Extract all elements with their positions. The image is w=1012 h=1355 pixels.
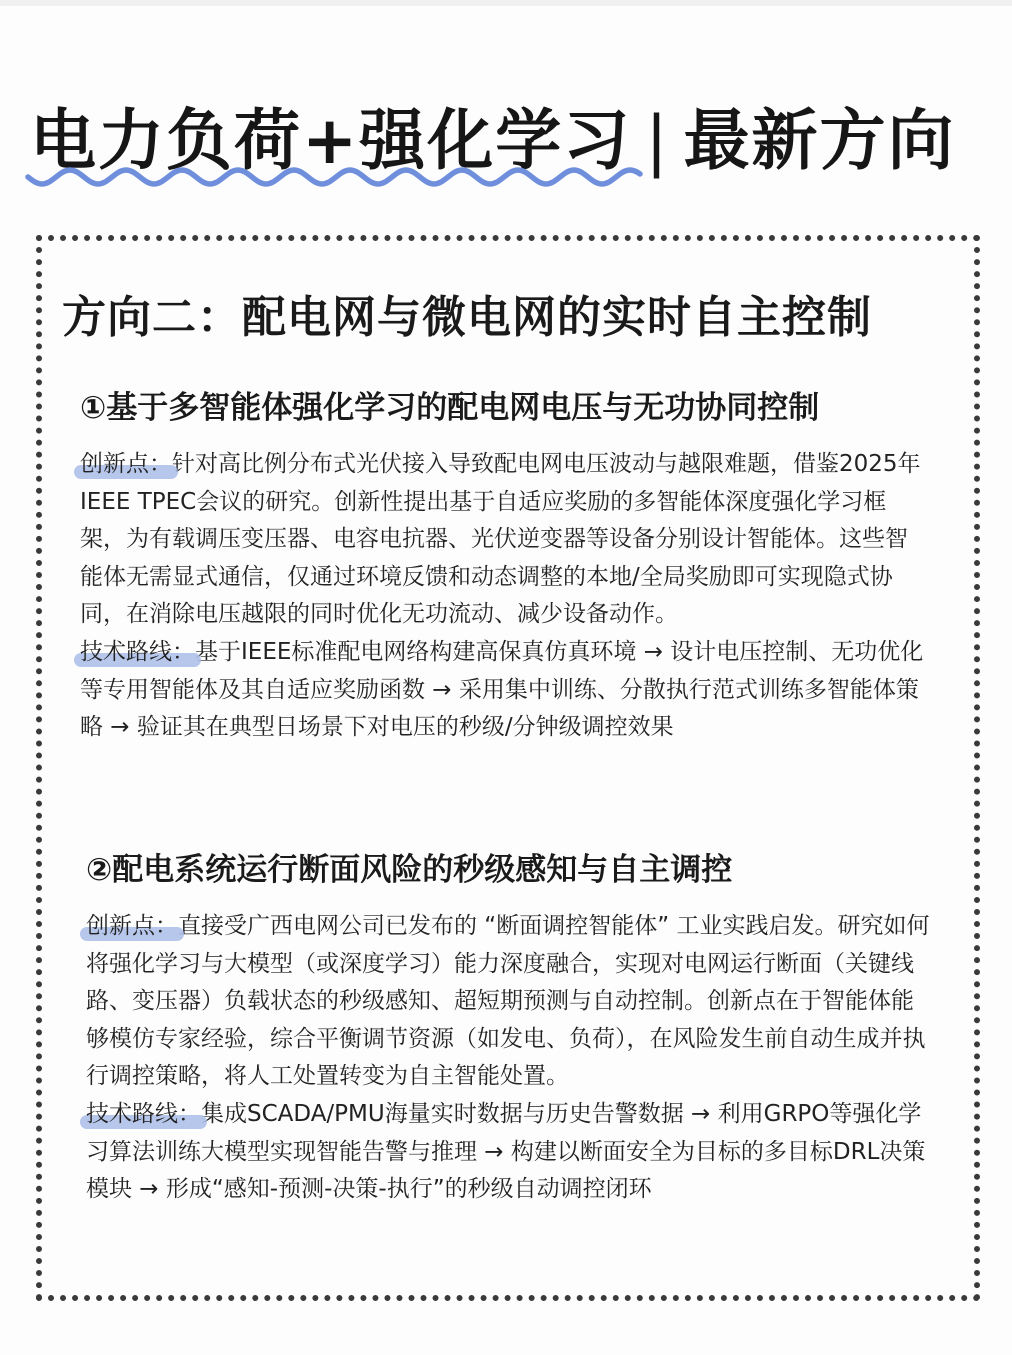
title-separator: | bbox=[645, 102, 670, 179]
route-label: 技术路线： bbox=[80, 638, 195, 665]
section-title: 方向二：配电网与微电网的实时自主控制 bbox=[62, 292, 872, 343]
item-title: ②配电系统运行断面风险的秒级感知与自主调控 bbox=[86, 852, 733, 888]
innovation-text: 直接受广西电网公司已发布的 “断面调控智能体” 工业实践启发。研究如何将强化学习与大模型（或深度学习）能力深度融合，实现对电网运行断面（关键线路、变压器）负载状态的秒级感知、超短期预测与自动控制。创新点在于智能体能够模仿专家经验，综合平衡调节资源（如发电、负荷），在风险发生前自动生成并执行调控策略，将人工处置转变为自主智能处置。 bbox=[86, 913, 930, 1090]
route-paragraph bbox=[86, 1096, 936, 1209]
page-title-left: 电力负荷+强化学习 bbox=[30, 102, 632, 179]
direction-item-2 bbox=[86, 846, 936, 1209]
top-strip bbox=[0, 0, 1012, 6]
route-paragraph bbox=[80, 634, 930, 747]
innovation-paragraph bbox=[80, 446, 930, 634]
route-text: 基于IEEE标准配电网络构建高保真仿真环境 → 设计电压控制、无功优化等专用智能体及其自适应奖励函数 → 采用集中训练、分散执行范式训练多智能体策略 → 验证其在典型日场景下对电压的秒级/分钟级调控效果 bbox=[80, 638, 924, 741]
direction-item-1 bbox=[80, 384, 930, 747]
route-label: 技术路线： bbox=[86, 1100, 201, 1127]
item-title: ①基于多智能体强化学习的配电网电压与无功协同控制 bbox=[80, 390, 820, 426]
route-text: 集成SCADA/PMU海量实时数据与历史告警数据 → 利用GRPO等强化学习算法训练大模型实现智能告警与推理 → 构建以断面安全为目标的多目标DRL决策模块 → 形成“感知-预测-决策-执行”的秒级自动调控闭环 bbox=[86, 1100, 926, 1203]
innovation-paragraph bbox=[86, 908, 936, 1096]
page-title-right: 最新方向 bbox=[683, 102, 956, 179]
innovation-text: 针对高比例分布式光伏接入导致配电网电压波动与越限难题，借鉴2025年IEEE TPEC会议的研究。创新性提出基于自适应奖励的多智能体深度强化学习框架，为有载调压变压器、电容电抗器、光伏逆变器等设备分别设计智能体。这些智能体无需显式通信，仅通过环境反馈和动态调整的本地/全局奖励即可实现隐式协同，在消除电压越限的同时优化无功流动、减少设备动作。 bbox=[80, 451, 921, 628]
innovation-label: 创新点： bbox=[80, 451, 172, 477]
innovation-label: 创新点： bbox=[86, 913, 178, 939]
wave-underline bbox=[24, 160, 644, 194]
